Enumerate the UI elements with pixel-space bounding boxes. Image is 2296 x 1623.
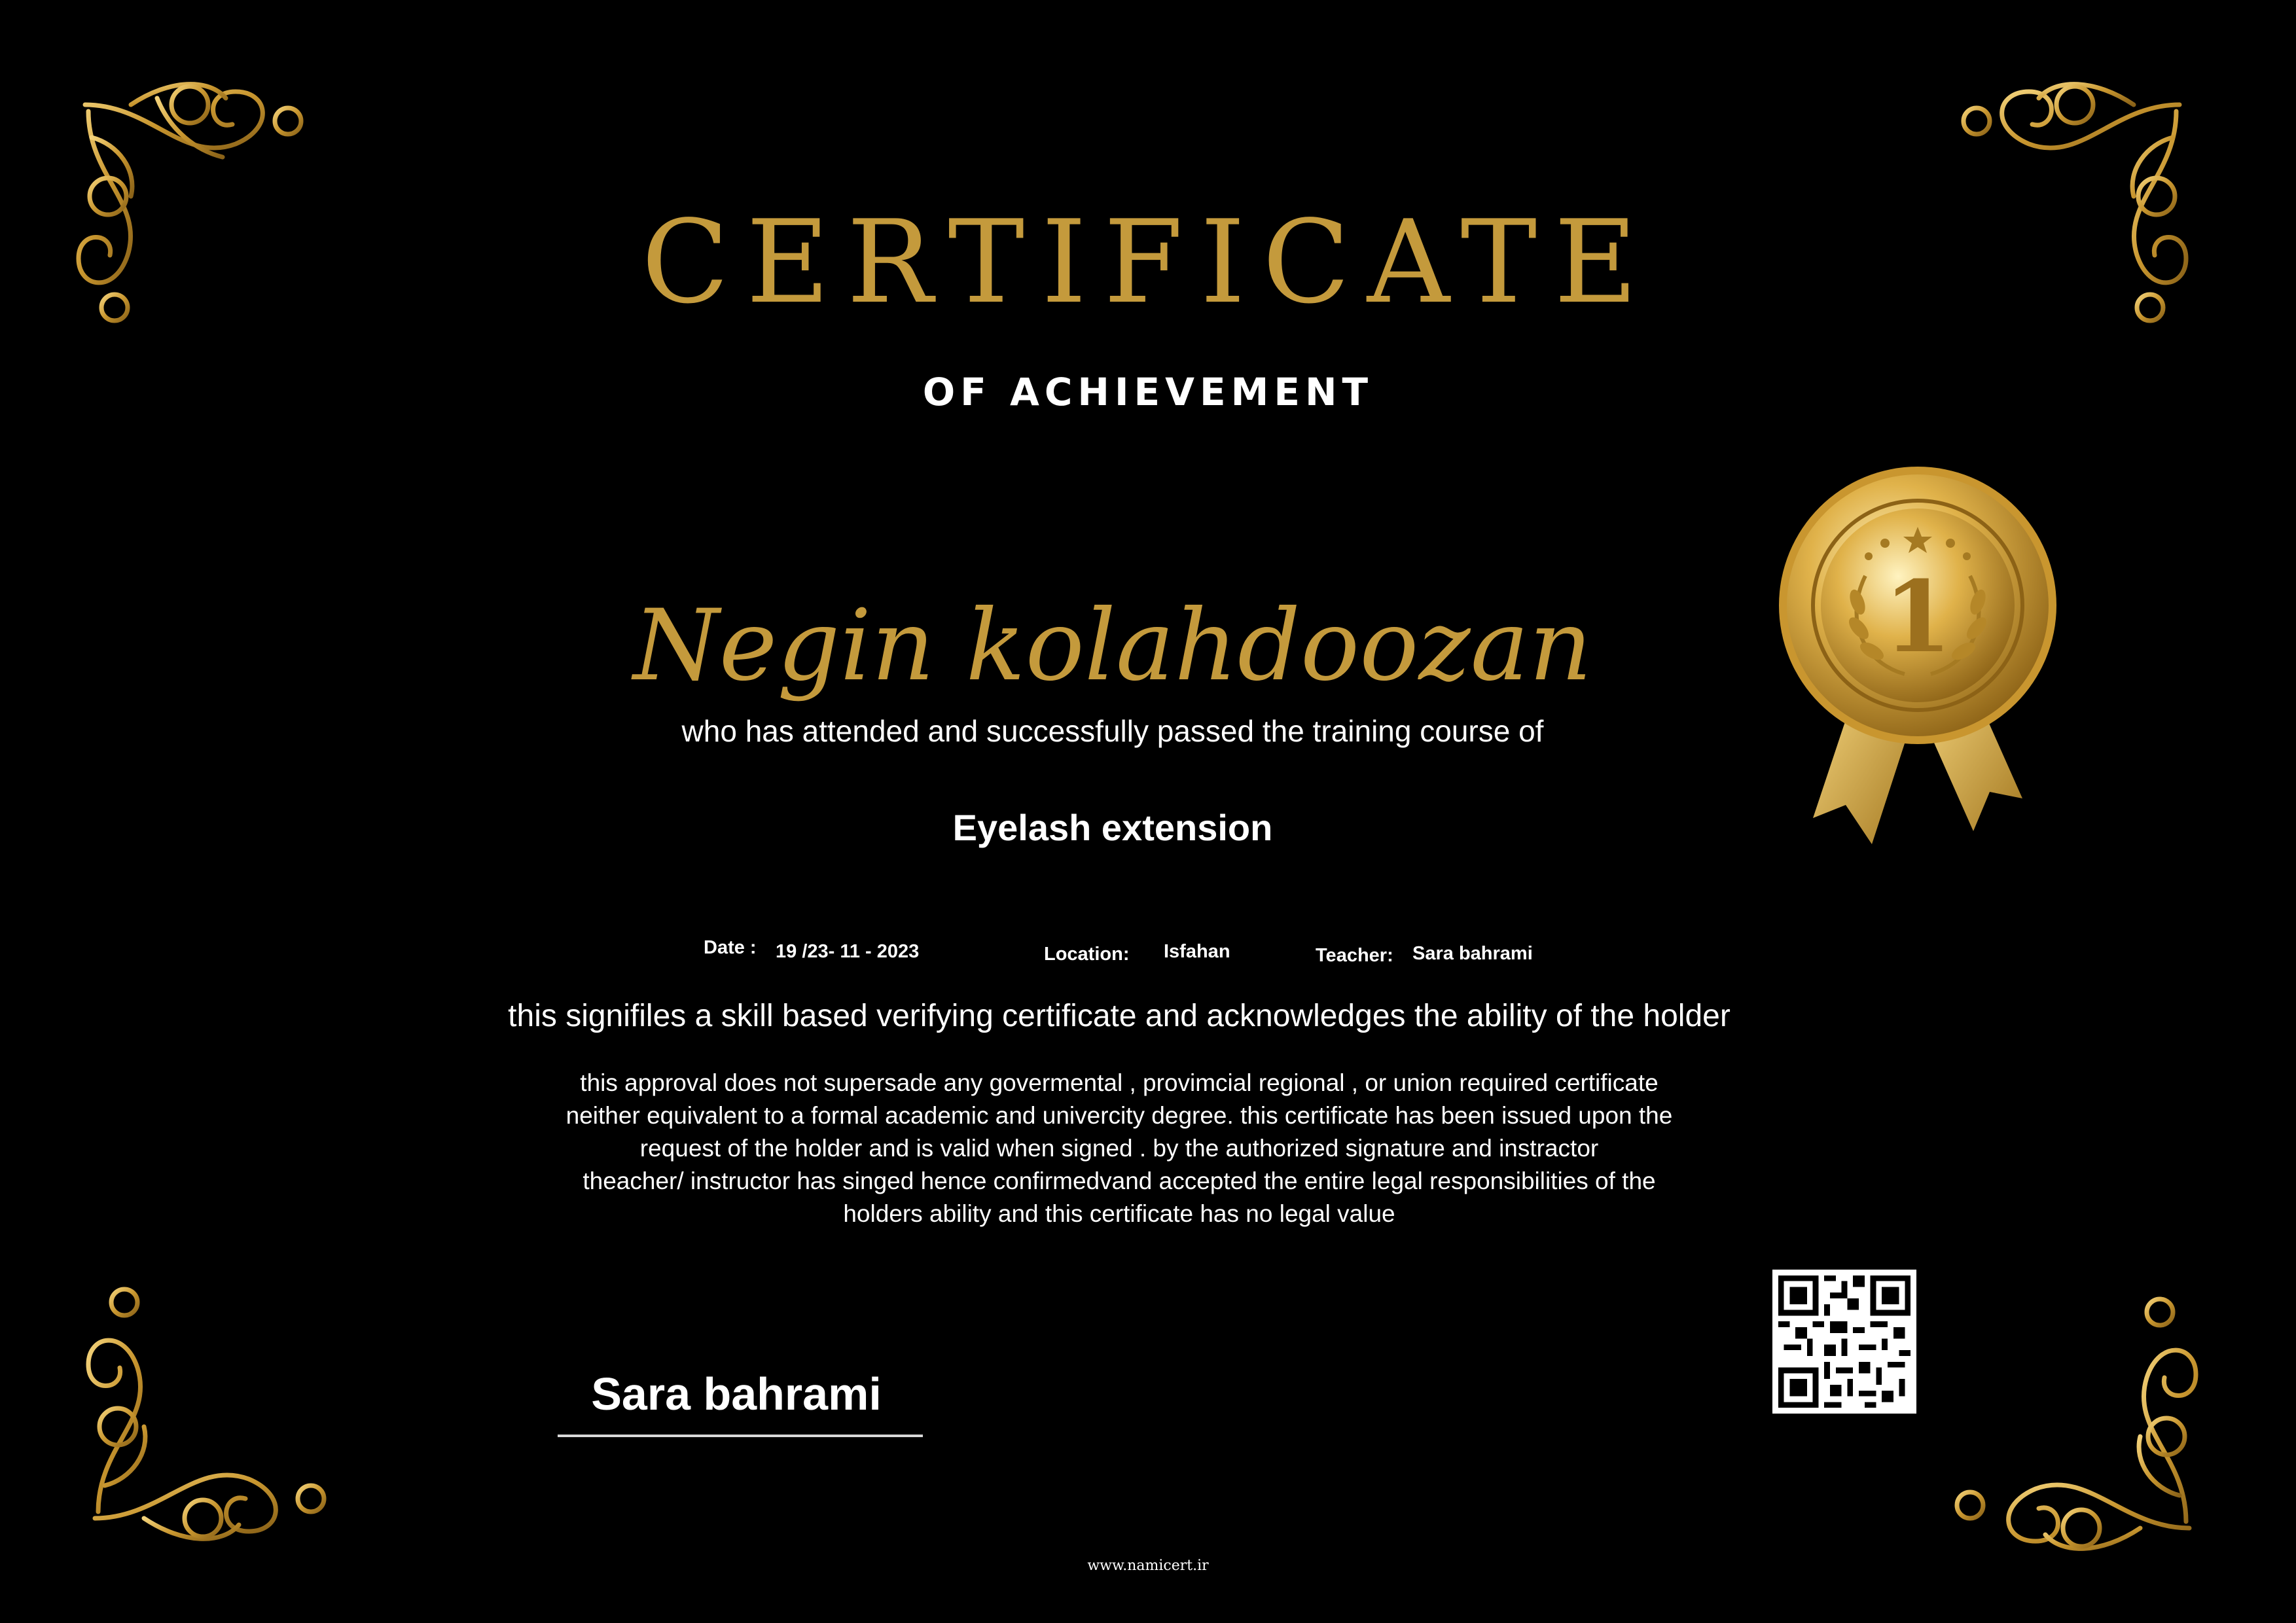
location-value: Isfahan <box>1164 941 1230 962</box>
location-label: Location: <box>1044 944 1130 965</box>
disclaimer-line: theacher/ instructor has singed hence confirmedvand accepted the entire legal responsibilities of the <box>583 1168 1656 1194</box>
disclaimer-line: request of the holder and is valid when signed . by the authorized signature and instractor <box>639 1135 1599 1162</box>
signifies-text: this signifiles a skill based verifying certificate and acknowledges the ability of the holder <box>508 999 1731 1033</box>
teacher-value: Sara bahrami <box>1412 943 1533 964</box>
qr-code-icon <box>1772 1270 1916 1414</box>
disclaimer-text <box>0 1067 2238 1230</box>
signature-line <box>558 1435 923 1437</box>
website-url: www.namicert.ir <box>1087 1558 1209 1574</box>
recipient-name: Negin kolahdoozan <box>633 589 1592 703</box>
disclaimer-line: this approval does not supersade any govermental , provimcial regional , or union required certificate <box>580 1069 1659 1096</box>
medal-number: 1 <box>1883 560 1952 675</box>
disclaimer-line: holders ability and this certificate has no legal value <box>843 1200 1395 1227</box>
certificate-subtitle: OF ACHIEVEMENT <box>922 370 1374 414</box>
teacher-label: Teacher: <box>1316 945 1393 966</box>
date-value: 19 /23- 11 - 2023 <box>776 941 920 962</box>
disclaimer-line: neither equivalent to a formal academic and univercity degree. this certificate has been issued upon the <box>565 1102 1673 1129</box>
course-name: Eyelash extension <box>952 807 1273 848</box>
certificate-title: CERTIFICATE <box>641 196 1655 329</box>
signature-name: Sara bahrami <box>591 1368 882 1419</box>
attended-text: who has attended and successfully passed the training course of <box>681 714 1544 748</box>
date-label: Date : <box>704 937 757 958</box>
